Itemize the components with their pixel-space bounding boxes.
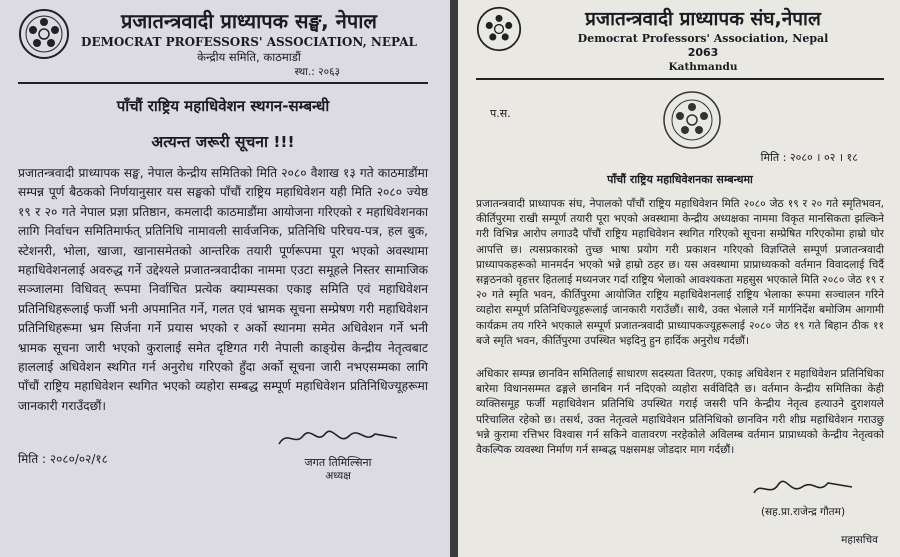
- notice-right: [458, 0, 900, 557]
- association-emblem-icon: [18, 8, 70, 60]
- org-name-english: DEMOCRAT PROFESSORS' ASSOCIATION, NEPAL: [81, 35, 417, 49]
- signatory-name: (सह.प्रा.राजेन्द्र गौतम): [760, 506, 846, 518]
- city-name: Kathmandu: [668, 61, 738, 73]
- notice-date: मिति : २०८०/०२/१८: [18, 452, 108, 467]
- notice-headline: अत्यन्त जरूरी सूचना !!!: [151, 133, 295, 151]
- signature-block: [728, 477, 878, 547]
- signatory-name: जगत तिमिल्सिना: [304, 456, 372, 470]
- committee-name: केन्द्रीय समिति, काठमाडौं: [197, 50, 301, 64]
- notice-subject: पाँचौं राष्ट्रिय महाधिवेशन स्थगन-सम्बन्धी: [116, 97, 330, 115]
- signatory-title: अध्यक्ष: [325, 470, 351, 483]
- established-year: स्था.: २०६३: [294, 66, 340, 78]
- reference-number: प.स.: [490, 107, 511, 120]
- notice-body-paragraph-1: प्रजातन्त्रवादी प्राध्यापक संघ, नेपालको पाँचौं राष्ट्रिय महाधिवेशन मिति २०८० जेठ १९ र २० गते स्मृतिभवन, कीर्तिपुरमा राखी सम्पूर्ण तयारी पूरा भएको अवस्थामा केन्द्रीय अध्यक्षका नाममा विकृत मानसिकता झल्किने गरी विभिन्न आरोप लगाउदै पाँचौं राष्ट्रिय महाधिवेशन स्थगित गरिएको सूचना सम्प्रेषित गरिएकोमा हाम्रो घोर आपत्ति छ। त्यसप्रकारको तुच्छ भाषा प्रयोग गरी प्रकाशन गरिएको विज्ञप्तिले सम्पूर्ण प्रजातन्त्रवादी प्राध्यापकहरूको मानमर्दन भएको भन्ने हाम्रो ठहर छ। यस अवस्थामा प्राप्राध्यकको वर्तमान विवादलाई चिर्दै सङ्गठनको वृहत्तर हितलाई मध्यनजर गर्दा राष्ट्रिय भेलाको आवश्यकता महसुस भएकाले मिति २०८० जेठ १९ र २० गते स्मृति भवन, कीर्तिपुरमा आयोजित राष्ट्रिय महाधिवेशनलाई राष्ट्रिय भेलाका रूपमा सञ्चालन गरिने व्यहोरा सम्पूर्ण प्रतिनिधिज्यूहरूलाई जानकारी गराउँछौं। साथै, उक्त भेलाले गर्ने मार्गनिर्देश बमोजिम आगामी कार्यक्रम तय गरिने भएकाले सम्पूर्ण प्रजातन्त्रवादी प्राध्यापकज्यूहरूलाई २०८० जेठ १९ गते बिहान ठीक ११ बजे स्मृति भवन, कीर्तिपुरमा उपस्थित भइदिनु हुन हार्दिक अनुरोध गर्दछौं।: [476, 198, 884, 347]
- signatory-title: महासचिव: [841, 534, 878, 546]
- handwritten-signature-icon: [273, 426, 403, 452]
- established-year: 2063: [687, 46, 719, 59]
- letterhead: [476, 6, 884, 74]
- notice-date: मिति : २०८० । ०२ । १८: [760, 151, 858, 164]
- official-seal-icon: [662, 90, 722, 150]
- notice-body-paragraph-2: अधिकार सम्पन्न छानविन समितिलाई साधारण सदस्यता वितरण, एकाइ अधिवेशन र महाधिवेशन प्रतिनिधिका बारेमा विधानसम्मत ढङ्गले छानबिन गर्न नदिएको व्यहोरा सर्वविदितै छ। वर्तमान केन्द्रीय समितिका केही व्यक्तिसमूह फर्जी महाधिवेशन प्रतिनिधि उपस्थित गराई जसरी पनि केन्द्रीय नेतृत्व हत्याउने दुराशयले परिचालित रहेको छ। तसर्थ, उक्त नेतृत्वले महाधिवेशन प्रतिनिधिको छानविन गरी शीघ्र महाधिवेशन गराउछु भन्ने कुरामा रत्तिभर विश्वास गर्न सकिने वातावरण नरहेकोले अविलम्ब वर्तमान प्राप्राध्यको केन्द्रीय नेतृत्वको वैकल्पिक व्यवस्था निर्माण गर्न सम्बद्ध पक्षसमक्ष जोडदार माग गर्दछौं।: [476, 368, 884, 457]
- notice-body: प्रजातन्त्रवादी प्राध्यापक सङ्घ, नेपाल केन्द्रीय समितिको मिति २०८० वैशाख १३ गते काठमाडौंमा सम्पन्न पूर्ण बैठकको निर्णयानुसार यस सङ्घको पाँचौं राष्ट्रिय महाधिवेशन यही मिति २०८० ज्येष्ठ १९ र २० गते नेपाल प्रज्ञा प्रतिष्ठान, कमलादी काठमाडौंमा आयोजना गरिएको र महाधिवेशनका लागि निर्वाचन समितिमार्फत् प्रतिनिधि नामावली सार्वजनिक, प्रतिनिधि परिचय-पत्र, हल बुक, स्टेशनरी, भोला, खाजा, खानासमेतको आन्तरिक तयारी पूर्णरूपमा पूरा भएको अवस्थामा महाधिवेशनलाई अवरुद्ध गर्ने उद्देश्यले प्रजातन्त्रवादीका नाममा एउटा समूहले निस्तर सामाजिक सञ्जालमा विधिवत् रूपमा निर्वाचित प्रत्येक क्याम्पसका एकाइ समिति एवं महाधिवेशन प्रतिनिधिहरूलाई फर्जी भनी अपमानित गर्ने, गलत एवं भ्रामक सूचना सम्प्रेषण गरी महाधिवेशन प्रतिनिधिहरूमा भ्रम सिर्जना गर्ने प्रयास भएको र अर्को स्थानमा समेत अधिवेशन गर्ने भनी भ्रामक सूचना जारी भएको कुरालाई समेत दृष्टिगत गरी नेपाली काङ्ग्रेस केन्द्रीय नेतृत्वबाट हाललाई अधिवेशन स्थगित गर्न अनुरोध गरिएको हुँदा अर्को सूचना जारी नभएसम्मका लागि पाँचौं राष्ट्रिय महाधिवेशन स्थगित भएको व्यहोरा सम्बद्ध सम्पूर्ण महाधिवेशन प्रतिनिधिज्यूहरूमा जानकारी गराउँदछौं।: [18, 166, 428, 413]
- org-name-english: Democrat Professors' Association, Nepal: [577, 32, 829, 45]
- letterhead-divider: [18, 82, 428, 84]
- org-name-nepali: प्रजातन्त्रवादी प्राध्यापक संघ,नेपाल: [585, 8, 821, 30]
- notice-subject: पाँचौं राष्ट्रिय महाधिवेशनका सम्बन्धमा: [607, 173, 753, 186]
- letterhead: [18, 8, 428, 79]
- association-emblem-icon: [476, 6, 522, 52]
- signature-block: [18, 426, 428, 486]
- image-divider: [450, 0, 458, 557]
- org-name-nepali: प्रजातन्त्रवादी प्राध्यापक सङ्घ, नेपाल: [121, 9, 377, 33]
- handwritten-signature-icon: [748, 477, 858, 501]
